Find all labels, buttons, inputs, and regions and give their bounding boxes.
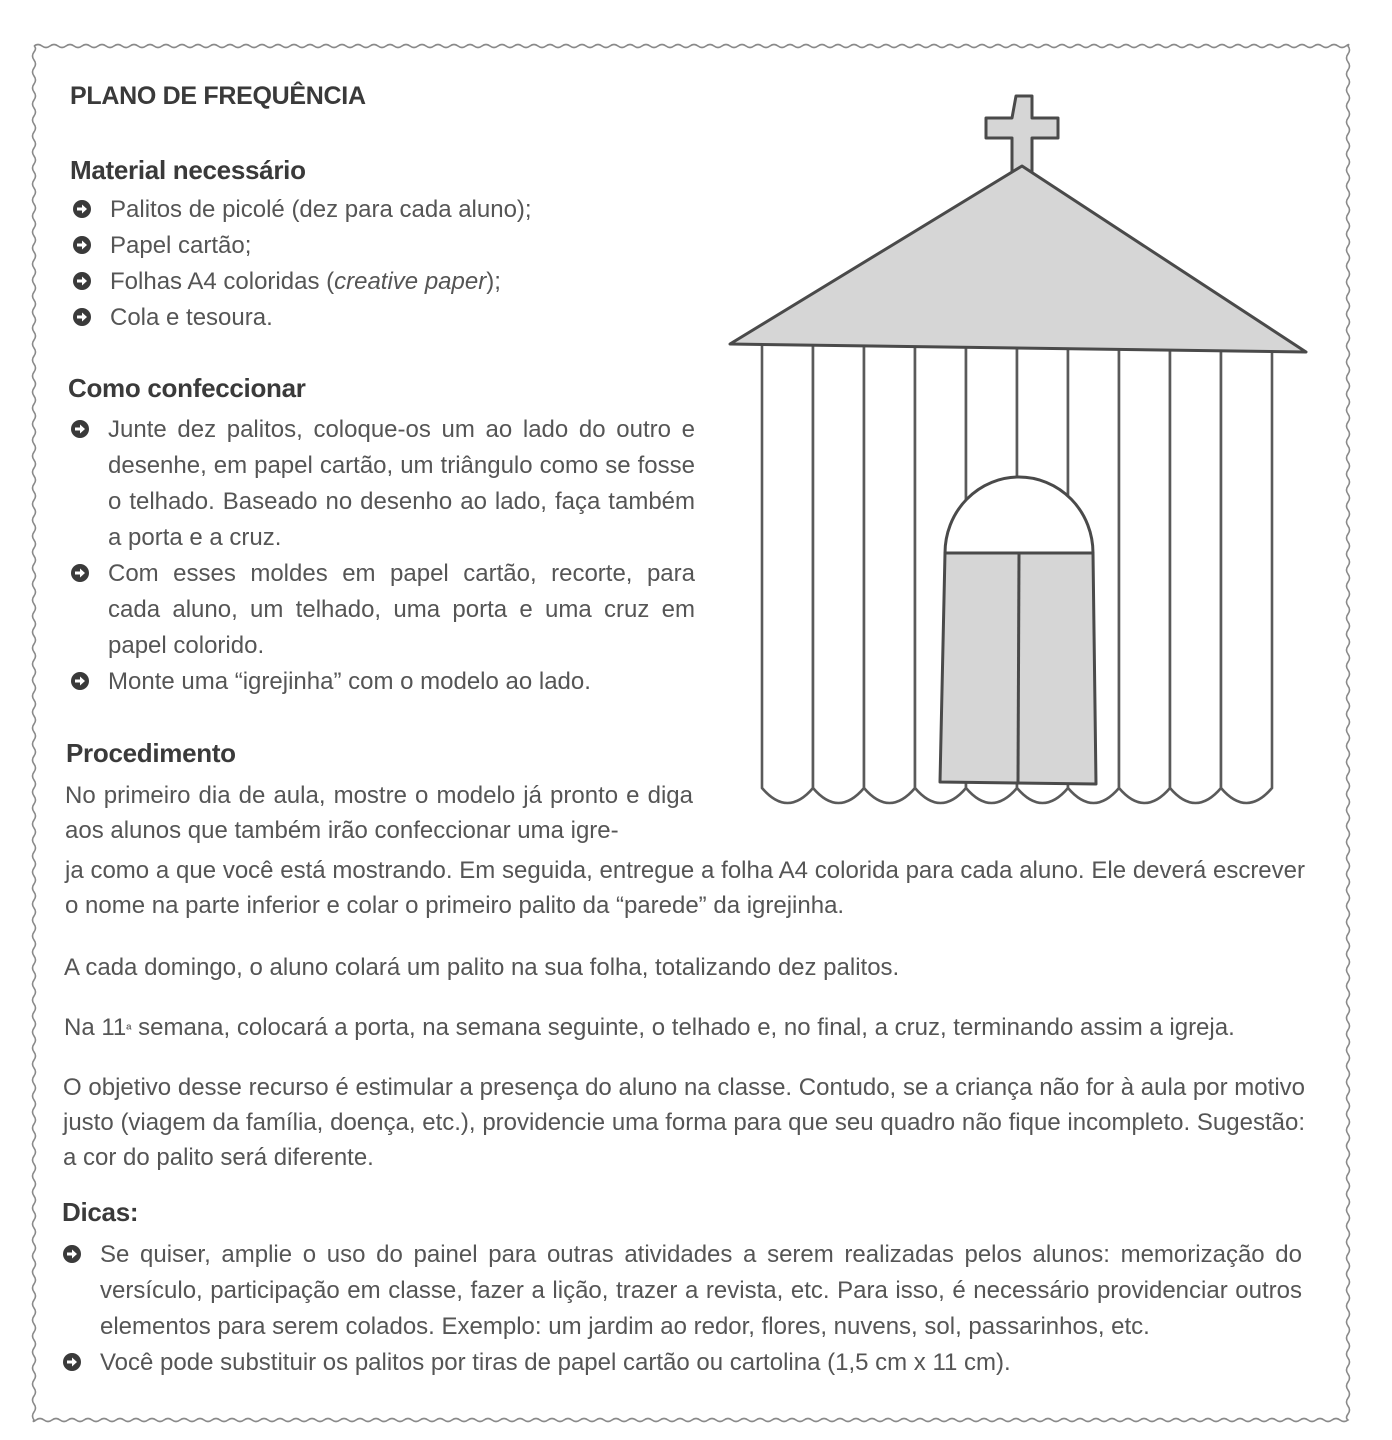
arrow-bullet-icon — [72, 307, 92, 327]
arrow-bullet-icon — [62, 1352, 82, 1372]
popsicle-stick — [813, 338, 864, 803]
popsicle-stick — [1221, 338, 1272, 803]
popsicle-stick — [1170, 338, 1221, 803]
popsicle-stick — [864, 338, 915, 803]
list-item: Você pode substituir os palitos por tiras de papel cartão ou cartolina (1,5 cm x 11 cm). — [62, 1345, 1302, 1381]
arrow-bullet-icon — [72, 271, 92, 291]
list-item: Com esses moldes em papel cartão, recorte, para cada aluno, um telhado, uma porta e uma cruz em papel colorido. — [70, 556, 695, 664]
list-item: Folhas A4 coloridas (creative paper); — [72, 264, 692, 300]
material-list — [72, 192, 692, 336]
arrow-bullet-icon — [72, 235, 92, 255]
list-item: Papel cartão; — [72, 228, 692, 264]
procedimento-paragraph-1a: No primeiro dia de aula, mostre o modelo já pronto e diga aos alunos que também irão confeccionar uma igre- — [65, 782, 693, 844]
procedimento-paragraph-2: A cada domingo, o aluno colará um palito na sua folha, totalizando dez palitos. — [64, 954, 900, 981]
arrow-bullet-icon — [62, 1244, 82, 1264]
dicas-list — [62, 1237, 1302, 1381]
popsicle-stick — [762, 338, 813, 803]
como-list — [70, 412, 695, 700]
procedimento-paragraph-3: Na $11^ª$ semana, colocará a porta, na semana seguinte, o telhado e, no final, a cruz, terminando assim a igreja. — [64, 1014, 1235, 1041]
dicas-heading: Dicas: — [62, 1197, 139, 1227]
material-heading: Material necessário — [70, 155, 306, 185]
procedimento-paragraph-4: O objetivo desse recurso é estimular a presença do aluno na classe. Contudo, se a criança não for à aula por motivo justo (viagem da família, doença, etc.), providencie uma forma para que seu quadro não fique incompleto. Sugestão: a cor do palito será diferente. — [63, 1074, 1305, 1171]
como-heading: Como confeccionar — [68, 373, 306, 403]
procedimento-paragraph-1b: ja como a que você está mostrando. Em seguida, entregue a folha A4 colorida para cada aluno. Ele deverá escrever o nome na parte inferior e colar o primeiro palito da “parede” da igrejinha. — [65, 857, 1305, 919]
arrow-bullet-icon — [70, 671, 90, 691]
roof-triangle — [730, 166, 1306, 352]
arrow-bullet-icon — [72, 199, 92, 219]
list-item: Junte dez palitos, coloque-os um ao lado do outro e desenhe, em papel cartão, um triângulo como se fosse o telhado. Baseado no desenho ao lado, faça também a porta e a cruz. — [70, 412, 695, 556]
list-item: Cola e tesoura. — [72, 300, 692, 336]
page-title: PLANO DE FREQUÊNCIA — [70, 82, 366, 110]
list-item: Se quiser, amplie o uso do painel para outras atividades a serem realizadas pelos alunos: memorização do versículo, participação em classe, fazer a lição, trazer a revista, etc. Para isso, é necessário providenciar outros elementos para serem colados. Exemplo: um jardim ao redor, flores, nuvens, sol, passarinhos, etc. — [62, 1237, 1302, 1345]
list-item: Palitos de picolé (dez para cada aluno); — [72, 192, 692, 228]
church-illustration — [720, 88, 1320, 813]
arrow-bullet-icon — [70, 419, 90, 439]
popsicle-stick — [1119, 338, 1170, 803]
procedimento-heading: Procedimento — [66, 738, 236, 768]
arrow-bullet-icon — [70, 563, 90, 583]
list-item: Monte uma “igrejinha” com o modelo ao lado. — [70, 664, 695, 700]
door-shape — [940, 477, 1096, 784]
